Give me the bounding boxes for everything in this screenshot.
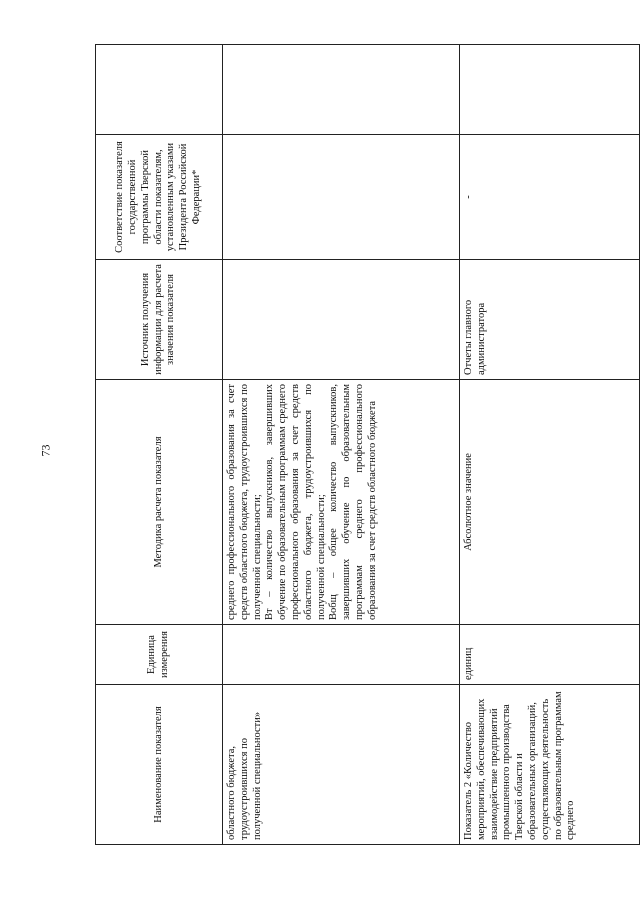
row1-method xyxy=(223,380,460,625)
header-method: Методика расчета показателя xyxy=(96,380,223,625)
indicator-table-wrapper xyxy=(95,45,640,845)
table-row xyxy=(223,45,460,845)
page-number: 73 xyxy=(38,444,53,457)
indicator-table xyxy=(95,44,640,845)
header-correspondence: Соответствие показателя государственной программы Тверской области показателям, установленным указами Президента Российской Федерации* xyxy=(96,135,223,260)
row1-method-line: среднего профессионального образования за счет средств областного бюджета, трудоустроившихся по полученной специальности; xyxy=(226,384,263,620)
header-unit: Единица измерения xyxy=(96,625,223,685)
row2-method: Абсолютное значение xyxy=(460,380,640,625)
row1-source xyxy=(223,260,460,380)
row2-source: Отчеты главного администратора xyxy=(460,260,640,380)
row2-unit: единиц xyxy=(460,625,640,685)
row2-name: Показатель 2 «Количество мероприятий, обеспечивающих взаимодействие предприятий промышленного производства Тверской области и образовательных организаций, осуществляющих деятельность по образовательным программам среднего xyxy=(460,685,640,845)
table-header-row xyxy=(96,45,223,845)
row1-method-line: Вт – количество выпускников, завершивших обучение по образовательным программам среднего профессионального образования за счет средств областного бюджета, трудоустроившихся по полученной специальности; xyxy=(264,384,327,620)
header-empty xyxy=(96,45,223,135)
row1-method-line: Вобщ – общее количество выпускников, завершивших обучение по образовательным программам среднего профессионального образования за счет средств областного бюджета xyxy=(328,384,378,620)
row1-correspondence xyxy=(223,135,460,260)
row2-correspondence: - xyxy=(460,135,640,260)
row1-extra xyxy=(223,45,460,135)
row1-unit xyxy=(223,625,460,685)
row2-extra xyxy=(460,45,640,135)
header-name: Наименование показателя xyxy=(96,685,223,845)
header-source: Источник получения информации для расчета значения показателя xyxy=(96,260,223,380)
table-row xyxy=(460,45,640,845)
row1-name: областного бюджета, трудоустроившихся по полученной специальности» xyxy=(223,685,460,845)
